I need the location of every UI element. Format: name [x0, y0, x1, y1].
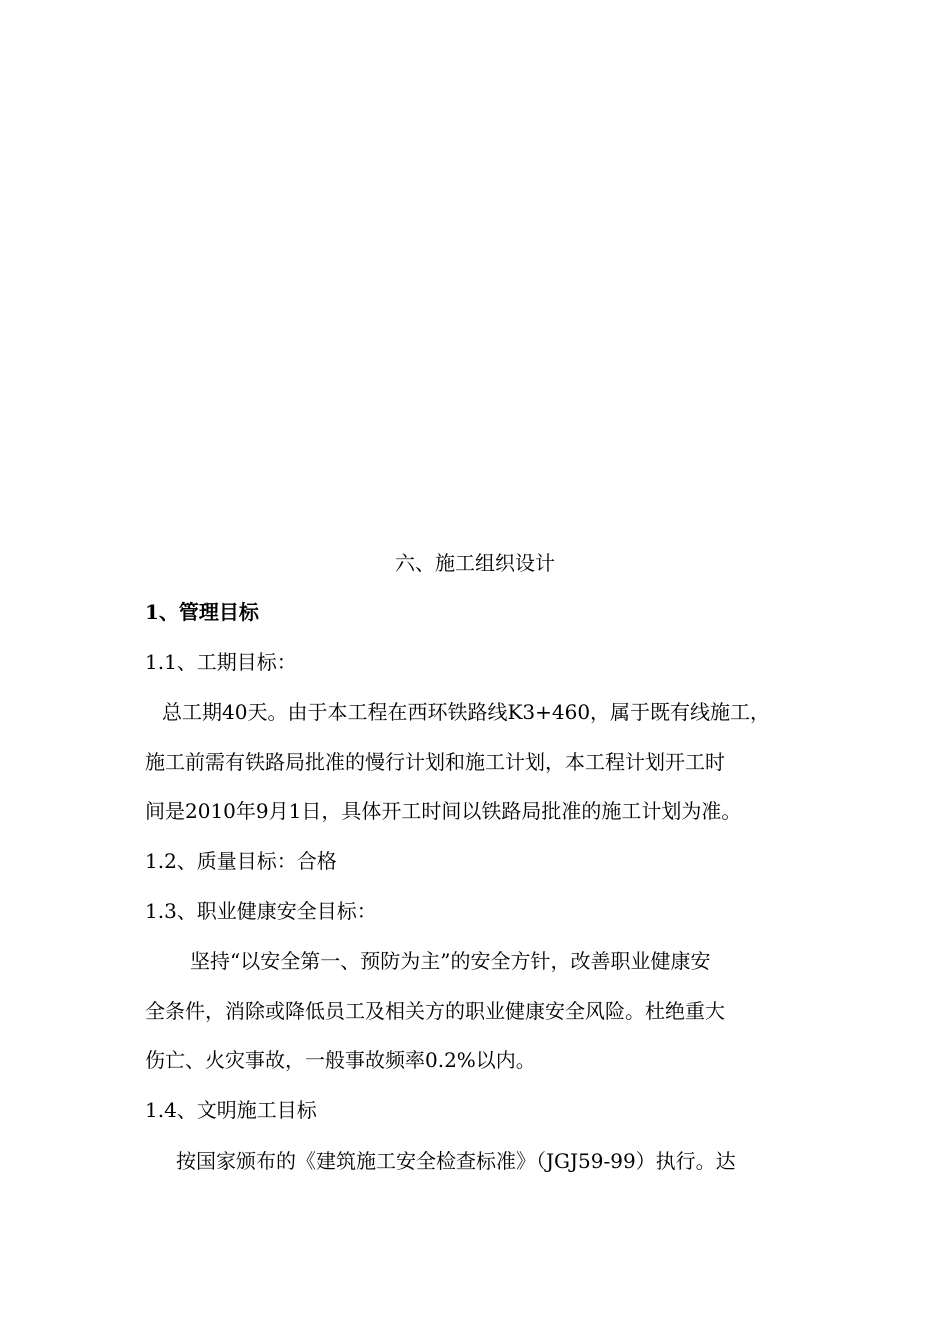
page-title: 六、施工组织设计	[395, 551, 555, 575]
subsection-heading-civilized-construction: 1.4、文明施工目标	[145, 1098, 317, 1122]
section-heading-management-goals: 1、管理目标	[145, 600, 259, 624]
subsection-heading-quality: 1.2、质量目标：合格	[145, 849, 337, 873]
paragraph-line: 全条件，消除或降低员工及相关方的职业健康安全风险。杜绝重大	[145, 999, 725, 1023]
paragraph-line: 坚持“以安全第一、预防为主”的安全方针，改善职业健康安	[190, 949, 711, 973]
paragraph-line: 总工期40天。由于本工程在西环铁路线K3+460，属于既有线施工，	[162, 700, 771, 724]
subsection-heading-schedule: 1.1、工期目标：	[145, 650, 297, 674]
paragraph-line: 伤亡、火灾事故，一般事故频率0.2%以内。	[145, 1048, 536, 1072]
paragraph-line: 施工前需有铁路局批准的慢行计划和施工计划，本工程计划开工时	[145, 750, 725, 774]
paragraph-line: 按国家颁布的《建筑施工安全检查标准》（JGJ59-99）执行。达	[176, 1149, 736, 1173]
paragraph-line: 间是2010年9月1日，具体开工时间以铁路局批准的施工计划为准。	[145, 799, 742, 823]
subsection-heading-safety: 1.3、职业健康安全目标：	[145, 899, 377, 923]
